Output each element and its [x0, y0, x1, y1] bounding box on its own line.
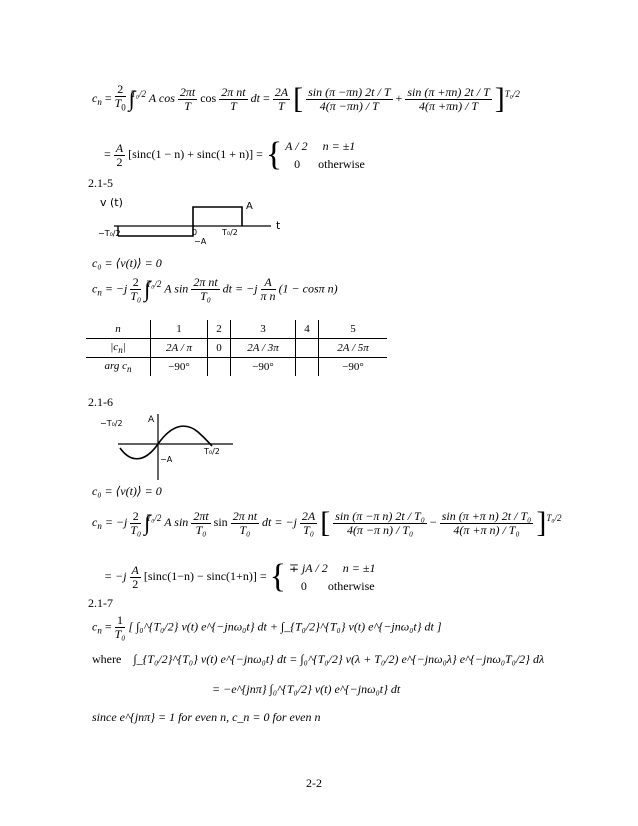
section-2-1-5-title: 2.1-5: [88, 176, 113, 190]
s217-cn: $c_n$ = $\frac{1}{\text{T₀}}$ [ ∫₀^{T₀/2} v(t) e^{−jnω₀t} dt + ∫_{T₀/2}^{T₀} v(t) e^{−jnω₀t} dt ]: [92, 613, 442, 641]
s216-line2: = −j $\frac{A}{2}$ [sinc(1−n) − sinc(1+n)] = { ∓ jA / 2 n = ±1 0 otherwise: [104, 558, 376, 595]
frac-sin1: $\frac{\sin (\pi -\pi n) 2t / T}{4(\pi -\pi n) / T}$: [308, 84, 391, 113]
neg-t-label: −T₀/2: [100, 419, 123, 428]
v-label: v (t): [100, 196, 123, 209]
frac-2-over-T0: $\frac{2}{T_0}$: [114, 82, 126, 113]
neg-a-label: −A: [160, 455, 173, 464]
dt: dt: [250, 90, 260, 105]
s217-line3: = −e^{jnπ} ∫₀^{T₀/2} v(t) e^{−jnω₀t} dt: [212, 682, 401, 696]
frac-2A: $\frac{2A}{T}$: [274, 84, 289, 113]
case2-cond: otherwise: [318, 157, 365, 171]
sine-curve: [120, 426, 212, 459]
s215-c0: c₀ = ⟨v(t)⟩ = 0: [92, 256, 162, 270]
equals: =: [104, 90, 112, 105]
plus: +: [395, 90, 403, 105]
eq-top-line2: = $\frac{A}{2}$ [sinc(1 − n) + sinc(1 + n)] = { A / 2 n = ±1 0 otherwise: [104, 136, 365, 173]
table-row-magnitude: $|c_n|$ 2A / π 0 2A / 3π 2A / 5π: [86, 339, 387, 358]
square-wave-sketch: [96, 194, 296, 254]
cos: cos: [200, 90, 217, 105]
a-cos: A cos: [148, 90, 175, 105]
sinc-sum: [sinc(1 − n) + sinc(1 + n)] =: [128, 146, 263, 161]
case1-value: A / 2: [285, 139, 308, 153]
case1-cond: n = ±1: [322, 139, 356, 153]
pos-t-label: T₀/2: [222, 228, 238, 237]
neg-a-label: −A: [194, 237, 207, 246]
frac-A-over-2: $\frac{A}{2}$: [115, 140, 124, 169]
s217-since: since e^{jnπ} = 1 for even n, c_n = 0 for even n: [92, 710, 321, 724]
table-row-arg: arg $c_n$ −90° −90° −90°: [86, 358, 387, 377]
integral-sign: ∫: [128, 86, 135, 111]
zero-label: 0: [192, 228, 198, 237]
frac-2pit: $\frac{2\pi t}{T}$: [179, 84, 196, 113]
frac-sin2: $\frac{\sin (\pi +\pi n) 2t / T}{4(\pi +\pi n) / T}$: [407, 84, 490, 113]
pos-t-label: T₀/2: [204, 447, 220, 456]
eq-top-line1: $c_n$ = $\frac{2}{T_0}$ ∫$^{T_0/2}$ A cos $\frac{2\pi t}{T}$ cos $\frac{\text{2π nt}}{T}$ dt = $\frac{2A}{T}$ [ $\frac{\sin (\pi -\pi n) 2t / T}{4(\pi -\pi n) / T}$ + $\frac{\sin (\pi +\pi n) 2t / T}{4(\pi +\pi n) / T}$ ]$^{T_0/2}$: [92, 82, 520, 115]
table-header-row: n 1 2 3 4 5: [86, 320, 387, 339]
case2-value: 0: [294, 157, 301, 171]
cn-symbol: c: [92, 90, 98, 105]
a-label: A: [148, 415, 155, 425]
section-2-1-7-title: 2.1-7: [88, 596, 113, 610]
s216-cn: $c_n = -j$ $\frac{2}{\text{T₀}}$ ∫$^{T_0/2}$ A sin $\frac{2\pi t}{\text{T₀}}$ sin $\frac{\text{2π nt}}{\text{T₀}}$ dt = −j $\frac{2A}{\text{T₀}}$ [ $\frac{\text{sin (π −π n) 2t / T₀}}{\text{4(π −π n) / T₀}}$ − $\frac{\text{sin (π +π n) 2t / T₀}}{\text{4(π +π n) / T₀}}$ ]$^{T_0/2}$: [92, 506, 562, 539]
coefficient-table: [86, 320, 387, 376]
frac-2pint: $\frac{\text{2π nt}}{T}$: [221, 84, 246, 113]
page-number: 2-2: [306, 776, 322, 790]
s215-cn: $c_n = -j$ $\frac{2}{\text{T₀}}$ ∫$^{T_0/2}$ A sin $\frac{\text{2π nt}}{\text{T₀}}$ dt = −j $\frac{A}{\text{π n}}$ (1 − cosπ n): [92, 275, 338, 303]
t-label: t: [276, 219, 281, 232]
upper-limit: T₀/2: [130, 88, 146, 99]
s216-c0: c₀ = ⟨v(t)⟩ = 0: [92, 484, 162, 498]
s217-where: where ∫_{T₀/2}^{T₀} v(t) e^{−jnω₀t} dt = ∫₀^{T₀/2} v(λ + T₀/2) e^{−jnω₀λ} e^{−jnω₀T₀/2} dλ: [92, 652, 545, 666]
a-label: A: [246, 201, 253, 212]
sub-n: n: [97, 97, 102, 108]
sine-wave-sketch: [98, 412, 248, 482]
neg-t-label: −T₀/2: [98, 229, 121, 238]
section-2-1-6-title: 2.1-6: [88, 395, 113, 409]
